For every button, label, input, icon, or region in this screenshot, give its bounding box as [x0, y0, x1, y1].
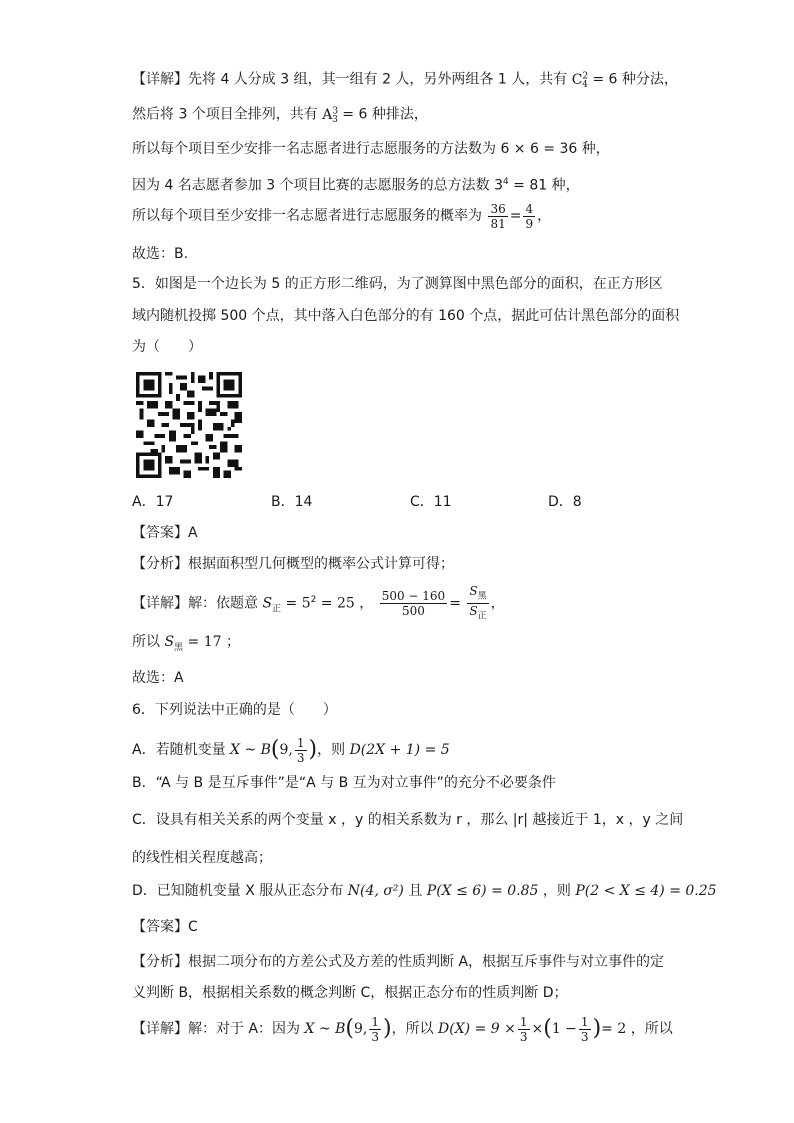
q5-line-3: 为（ ）: [132, 339, 202, 355]
detail-line-5: 所以每个项目至少安排一名志愿者进行志愿服务的概率为 $\frac{36}{81}$ = $\frac{4}{9}$ ，: [132, 201, 552, 231]
q6-option-c-2: 的线性相关程度越高；: [132, 850, 272, 866]
detail-tag: 【详解】: [132, 71, 188, 88]
fraction-500: $\frac{500 - 160}{500}$: [381, 589, 446, 619]
q5-detail: 【详解】解：依题意 $S_正 = 5^2 = 25$ ， $\frac{500 - 160}{500}$ = $\frac{S_黑}{S_正}$ ，: [132, 583, 505, 622]
q5-line-1: 5．如图是一个边长为 5 的正方形二维码，为了测算图中黑色部分的面积，在正方形区: [132, 276, 663, 292]
option-b: B．14: [271, 494, 313, 510]
q6-analysis-1: 【分析】根据二项分布的方差公式及方差的性质判断 A，根据互斥事件与对立事件的定: [132, 954, 665, 970]
q6-answer: 【答案】C: [132, 919, 198, 935]
q5-so: 所以 $S_黑 = 17$ ；: [132, 634, 240, 653]
q6-option-b: B．“A 与 B 是互斥事件”是“A 与 B 互为对立事件”的充分不必要条件: [132, 775, 556, 791]
q6-detail: 【详解】解：对于 A：因为 X ~ B(9, $\frac{1}{3}$ )，所以 D(X) = 9 × $\frac{1}{3}$ ×(1 − $\frac{1}{3}$ )= 2 ，所以: [132, 1014, 673, 1044]
q5-answer: 【答案】A: [132, 525, 198, 541]
detail-line-1: [132, 66, 678, 95]
combination-symbol: $C^2_4$: [571, 71, 589, 91]
qr-code-image: [136, 372, 242, 478]
option-c: C．11: [410, 494, 452, 510]
q6-option-a: A．若随机变量 X ~ B(9, $\frac{1}{3}$ )，则 D(2X + 1) = 5: [132, 735, 450, 765]
option-d: D．8: [548, 494, 582, 510]
q6-option-d: D．已知随机变量 X 服从正态分布 N(4, σ²) 且 P(X ≤ 6) = 0.85 ，则 P(2 < X ≤ 4) = 0.25: [132, 883, 717, 899]
detail-line-3: 所以每个项目至少安排一名志愿者进行志愿服务的方法数为 6 × 6 = 36 种，: [132, 141, 610, 157]
text: 然后将 3 个项目全排列，共有: [132, 106, 323, 123]
q5-analysis: 【分析】根据面积型几何概型的概率公式计算可得；: [132, 556, 454, 572]
q6-option-c-1: C．设具有相关关系的两个变量 x ，y 的相关系数为 r ，那么 |r| 越接近于 1，x ，y 之间: [132, 812, 684, 828]
q6-title: 6．下列说法中正确的是（ ）: [132, 702, 337, 718]
detail-line-4: 因为 4 名志愿者参加 3 个项目比赛的志愿服务的总方法数 $3^4 = 81$ 种，: [132, 177, 580, 194]
fraction-4-9: $\frac{4}{9}$: [525, 201, 534, 231]
text: = 6 种排法，: [337, 106, 428, 123]
q5-choose: 故选：A: [132, 670, 184, 686]
fraction-s-ratio: $\frac{S_黑}{S_正}$: [469, 583, 487, 622]
option-a: A．17: [132, 494, 174, 510]
text: 先将 4 人分成 3 组，其一组有 2 人，另外两组各 1 人，共有: [188, 71, 572, 88]
permutation-symbol: $A^3_3$: [322, 106, 339, 126]
text: = 6 种分法，: [587, 71, 678, 88]
q6-analysis-2: 义判断 B，根据相关系数的概念判断 C，根据正态分布的性质判断 D；: [132, 985, 568, 1001]
choose-line: 故选：B.: [132, 246, 189, 262]
q5-line-2: 域内随机投掷 500 个点，其中落入白色部分的有 160 个点，据此可估计黑色部分的面积: [132, 308, 680, 324]
fraction-36-81: $\frac{36}{81}$: [490, 201, 506, 231]
detail-line-2: [132, 101, 428, 130]
